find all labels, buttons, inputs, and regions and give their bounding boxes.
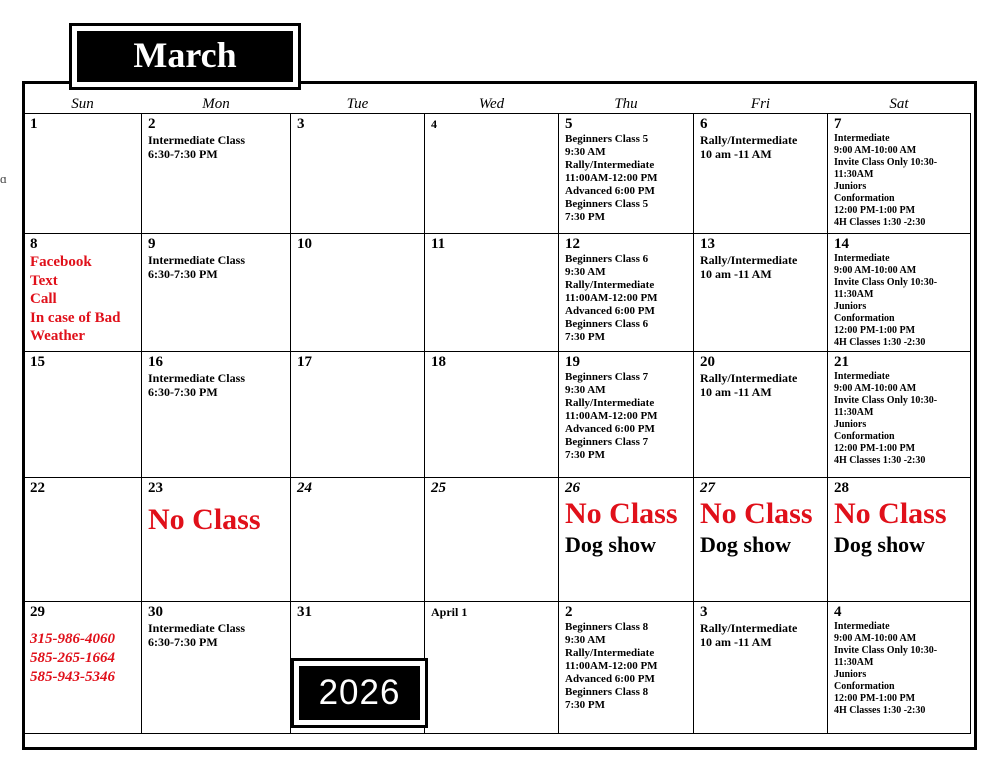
- day-cell: [694, 602, 828, 734]
- day-cell: [24, 478, 142, 602]
- weekday-fri: Fri: [750, 95, 771, 112]
- day-number: 24: [297, 480, 312, 496]
- day-number: 2: [148, 116, 156, 132]
- year-badge: [291, 658, 428, 728]
- weekday-wed: Wed: [478, 95, 505, 112]
- day-cell: [694, 114, 828, 234]
- week-row: [24, 114, 971, 234]
- day-cell: [425, 234, 559, 352]
- day-number: 2: [565, 604, 573, 620]
- event-line: 10 am -11 AM: [700, 147, 772, 161]
- weekday-mon: Mon: [202, 95, 230, 112]
- no-class-notice: No Class: [834, 497, 947, 530]
- weather-note: Weather: [30, 328, 85, 344]
- event-line: 9:30 AM: [565, 266, 606, 278]
- year-label: 2026: [299, 666, 420, 720]
- event-line: Invite Class Only 10:30-: [834, 277, 938, 288]
- day-number: 29: [30, 604, 45, 620]
- event-line: 7:30 PM: [565, 211, 606, 223]
- event-line: 11:30AM: [834, 407, 874, 418]
- event-line: 12:00 PM-1:00 PM: [834, 443, 916, 454]
- day-cell: [24, 602, 142, 734]
- event-line: Juniors: [834, 669, 867, 680]
- event-line: Intermediate Class: [148, 133, 245, 147]
- no-class-notice: No Class: [148, 503, 261, 536]
- day-cell: [142, 352, 291, 478]
- event-line: 6:30-7:30 PM: [148, 147, 218, 161]
- event-line: Invite Class Only 10:30-: [834, 395, 938, 406]
- event-line: 4H Classes 1:30 -2:30: [834, 705, 926, 716]
- day-number: 7: [834, 116, 842, 132]
- phone-number: 315-986-4060: [30, 631, 115, 647]
- day-number: 27: [700, 480, 715, 496]
- day-number: 17: [297, 354, 312, 370]
- event-line: 9:30 AM: [565, 146, 606, 158]
- event-line: Conformation: [834, 313, 895, 324]
- event-line: Conformation: [834, 681, 895, 692]
- event-line: 11:30AM: [834, 657, 874, 668]
- day-number: 31: [297, 604, 312, 620]
- dog-show-label: Dog show: [565, 532, 657, 557]
- day-number: 30: [148, 604, 163, 620]
- no-class-notice: No Class: [700, 497, 813, 530]
- event-line: Juniors: [834, 419, 867, 430]
- event-line: Invite Class Only 10:30-: [834, 157, 938, 168]
- event-line: 6:30-7:30 PM: [148, 635, 218, 649]
- day-cell: [828, 478, 971, 602]
- event-line: Rally/Intermediate: [565, 279, 655, 291]
- event-line: 11:30AM: [834, 289, 874, 300]
- event-line: Intermediate: [834, 621, 890, 632]
- event-line: Beginners Class 5: [565, 133, 649, 145]
- event-line: Rally/Intermediate: [700, 133, 798, 147]
- event-line: 11:00AM-12:00 PM: [565, 410, 658, 422]
- day-number: 11: [431, 236, 446, 252]
- day-cell: [694, 478, 828, 602]
- day-cell: [559, 352, 694, 478]
- event-line: 7:30 PM: [565, 699, 606, 711]
- week-row: [24, 602, 971, 734]
- day-number: 4: [834, 604, 842, 620]
- event-line: Conformation: [834, 431, 895, 442]
- event-line: Beginners Class 8: [565, 686, 649, 698]
- week-row: [24, 352, 971, 478]
- day-cell: [694, 352, 828, 478]
- event-line: Advanced 6:00 PM: [565, 673, 655, 685]
- day-cell: [559, 602, 694, 734]
- weekday-tue: Tue: [346, 95, 369, 112]
- event-line: 9:00 AM-10:00 AM: [834, 633, 917, 644]
- event-line: 7:30 PM: [565, 449, 606, 461]
- day-number: 12: [565, 236, 580, 252]
- event-line: Invite Class Only 10:30-: [834, 645, 938, 656]
- event-line: 11:00AM-12:00 PM: [565, 292, 658, 304]
- event-line: Juniors: [834, 301, 867, 312]
- day-cell: [425, 478, 559, 602]
- day-cell: [559, 234, 694, 352]
- event-line: 4H Classes 1:30 -2:30: [834, 455, 926, 466]
- day-cell: [425, 352, 559, 478]
- event-line: 9:00 AM-10:00 AM: [834, 383, 917, 394]
- day-cell: [425, 114, 559, 234]
- event-line: Beginners Class 5: [565, 198, 649, 210]
- event-line: Advanced 6:00 PM: [565, 305, 655, 317]
- weather-note: Call: [30, 291, 57, 307]
- event-line: 11:30AM: [834, 169, 874, 180]
- event-line: Rally/Intermediate: [700, 253, 798, 267]
- day-number: 23: [148, 480, 163, 496]
- day-number: April 1: [431, 605, 468, 619]
- event-line: Intermediate Class: [148, 371, 245, 385]
- day-number: 9: [148, 236, 156, 252]
- event-line: Intermediate: [834, 371, 890, 382]
- day-cell: [291, 234, 425, 352]
- day-number: 4: [431, 117, 437, 131]
- day-number: 22: [30, 480, 45, 496]
- event-line: 6:30-7:30 PM: [148, 267, 218, 281]
- event-line: 11:00AM-12:00 PM: [565, 172, 658, 184]
- day-number: 20: [700, 354, 715, 370]
- event-line: 12:00 PM-1:00 PM: [834, 325, 916, 336]
- day-cell: [291, 478, 425, 602]
- weekday-header-row: [24, 95, 971, 114]
- event-line: Beginners Class 8: [565, 621, 649, 633]
- no-class-notice: No Class: [565, 497, 678, 530]
- day-cell: [142, 234, 291, 352]
- day-cell: [142, 114, 291, 234]
- event-line: Rally/Intermediate: [565, 647, 655, 659]
- event-line: 10 am -11 AM: [700, 267, 772, 281]
- day-number: 10: [297, 236, 312, 252]
- event-line: 9:30 AM: [565, 384, 606, 396]
- week-row: [24, 234, 971, 352]
- day-number: 15: [30, 354, 45, 370]
- event-line: 12:00 PM-1:00 PM: [834, 205, 916, 216]
- event-line: Intermediate: [834, 253, 890, 264]
- dog-show-label: Dog show: [700, 532, 792, 557]
- event-line: 4H Classes 1:30 -2:30: [834, 337, 926, 348]
- event-line: 9:00 AM-10:00 AM: [834, 265, 917, 276]
- month-title-box: [69, 23, 301, 90]
- day-cell: [291, 114, 425, 234]
- day-number: 6: [700, 116, 708, 132]
- day-number: 18: [431, 354, 446, 370]
- event-line: Conformation: [834, 193, 895, 204]
- event-line: Intermediate Class: [148, 621, 245, 635]
- day-number: 14: [834, 236, 849, 252]
- phone-number: 585-943-5346: [30, 669, 115, 685]
- event-line: 7:30 PM: [565, 331, 606, 343]
- day-cell: [559, 114, 694, 234]
- day-cell: [828, 602, 971, 734]
- day-number: 28: [834, 480, 849, 496]
- day-cell: [142, 478, 291, 602]
- event-line: Rally/Intermediate: [700, 371, 798, 385]
- week-row: [24, 478, 971, 602]
- event-line: Rally/Intermediate: [700, 621, 798, 635]
- event-line: Beginners Class 6: [565, 253, 649, 265]
- day-cell: [291, 352, 425, 478]
- event-line: 4H Classes 1:30 -2:30: [834, 217, 926, 228]
- day-cell: [425, 602, 559, 734]
- event-line: Intermediate Class: [148, 253, 245, 267]
- event-line: Beginners Class 6: [565, 318, 649, 330]
- day-number: 1: [30, 116, 38, 132]
- weekday-thu: Thu: [614, 95, 638, 112]
- event-line: 12:00 PM-1:00 PM: [834, 693, 916, 704]
- calendar-grid: [23, 95, 971, 734]
- event-line: 9:30 AM: [565, 634, 606, 646]
- day-cell: [24, 234, 142, 352]
- day-number: 13: [700, 236, 715, 252]
- day-cell: [828, 114, 971, 234]
- day-number: 16: [148, 354, 163, 370]
- day-number: 8: [30, 236, 38, 252]
- weather-note: Facebook: [30, 254, 92, 270]
- event-line: Intermediate: [834, 133, 890, 144]
- day-cell: [24, 114, 142, 234]
- day-cell: [142, 602, 291, 734]
- event-line: Beginners Class 7: [565, 371, 649, 383]
- day-number: 21: [834, 354, 849, 370]
- day-cell: [559, 478, 694, 602]
- day-cell: [24, 352, 142, 478]
- phone-number: 585-265-1664: [30, 650, 115, 666]
- day-cell: [828, 352, 971, 478]
- event-line: 10 am -11 AM: [700, 385, 772, 399]
- day-number: 3: [297, 116, 305, 132]
- event-line: Advanced 6:00 PM: [565, 423, 655, 435]
- day-number: 5: [565, 116, 573, 132]
- event-line: Advanced 6:00 PM: [565, 185, 655, 197]
- margin-mark: ɑ: [0, 171, 7, 186]
- day-cell: [828, 234, 971, 352]
- weather-note: In case of Bad: [30, 309, 121, 326]
- weekday-sat: Sat: [889, 95, 909, 112]
- event-line: 6:30-7:30 PM: [148, 385, 218, 399]
- day-number: 19: [565, 354, 580, 370]
- event-line: Rally/Intermediate: [565, 159, 655, 171]
- month-title: March: [77, 31, 293, 82]
- day-number: 26: [565, 480, 580, 496]
- day-number: 25: [431, 480, 446, 496]
- weather-note: Text: [30, 272, 58, 289]
- event-line: 10 am -11 AM: [700, 635, 772, 649]
- event-line: Rally/Intermediate: [565, 397, 655, 409]
- event-line: 11:00AM-12:00 PM: [565, 660, 658, 672]
- event-line: Beginners Class 7: [565, 436, 649, 448]
- day-number: 3: [700, 604, 708, 620]
- weekday-sun: Sun: [71, 95, 94, 112]
- day-cell: [694, 234, 828, 352]
- dog-show-label: Dog show: [834, 532, 926, 557]
- event-line: Juniors: [834, 181, 867, 192]
- event-line: 9:00 AM-10:00 AM: [834, 145, 917, 156]
